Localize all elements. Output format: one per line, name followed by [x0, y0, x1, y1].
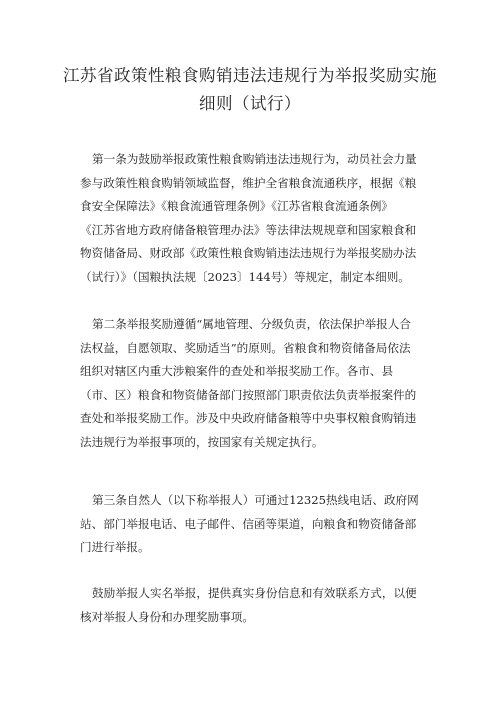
paragraph-line: 参与政策性粮食购销领域监督，维护全省粮食流通秩序，根据《粮 — [80, 175, 417, 190]
paragraph-line: 组织对辖区内重大涉粮案件的查处和举报奖励工作。各市、县 — [80, 364, 394, 378]
paragraph-line: 第三条自然人（以下称举报人）可通过12325热线电话、政府网 — [92, 493, 419, 507]
article-1-paragraph — [80, 148, 436, 289]
title-line: 江苏省政策性粮食购销违法违规行为举报奖励实施 — [63, 66, 437, 85]
paragraph-line: 核对举报人身份和办理奖励事项。 — [80, 609, 254, 624]
paragraph-line: （市、区）粮食和物资储备部门按照部门职责依法负责举报案件的 — [80, 387, 417, 402]
paragraph-line: 法违规行为举报事项的，按国家有关规定执行。 — [80, 434, 324, 449]
paragraph-line: 法权益，自愿领取、奖励适当”的原则。省粮食和物资储备局依法 — [80, 340, 411, 355]
paragraph-line: 《江苏省地方政府储备粮管理办法》等法律法规规章和国家粮食和 — [80, 222, 417, 237]
paragraph-line: 站、部门举报电话、电子邮件、信函等渠道，向粮食和物资储备部 — [80, 516, 417, 531]
title-line: 细则（试行） — [199, 94, 301, 113]
paragraph-line: 物资储备局、财政部《政策性粮食购销违法违规行为举报奖励办法 — [80, 246, 417, 260]
article-3-paragraph — [80, 489, 436, 560]
paragraph-line: 鼓励举报人实名举报，提供真实身份信息和有效联系方式，以便 — [92, 586, 417, 600]
paragraph-line: 查处和举报奖励工作。涉及中央政府储备粮等中央事权粮食购销违 — [80, 411, 417, 425]
real-name-report-paragraph — [80, 582, 436, 629]
paragraph-line: 第二条举报奖励遵循“属地管理、分级负责，依法保护举报人合 — [92, 317, 411, 331]
paragraph-line: （试行）》（国粮执法规〔2023〕144号）等规定，制定本细则。 — [80, 269, 410, 284]
paragraph-line: 第一条为鼓励举报政策性粮食购销违法违规行为，动员社会力量 — [92, 152, 417, 166]
article-2-paragraph — [80, 313, 436, 454]
document-title — [40, 62, 460, 118]
paragraph-line: 门进行举报。 — [80, 540, 150, 554]
paragraph-line: 食安全保障法》《粮食流通管理条例》《江苏省粮食流通条例》 — [80, 199, 394, 213]
